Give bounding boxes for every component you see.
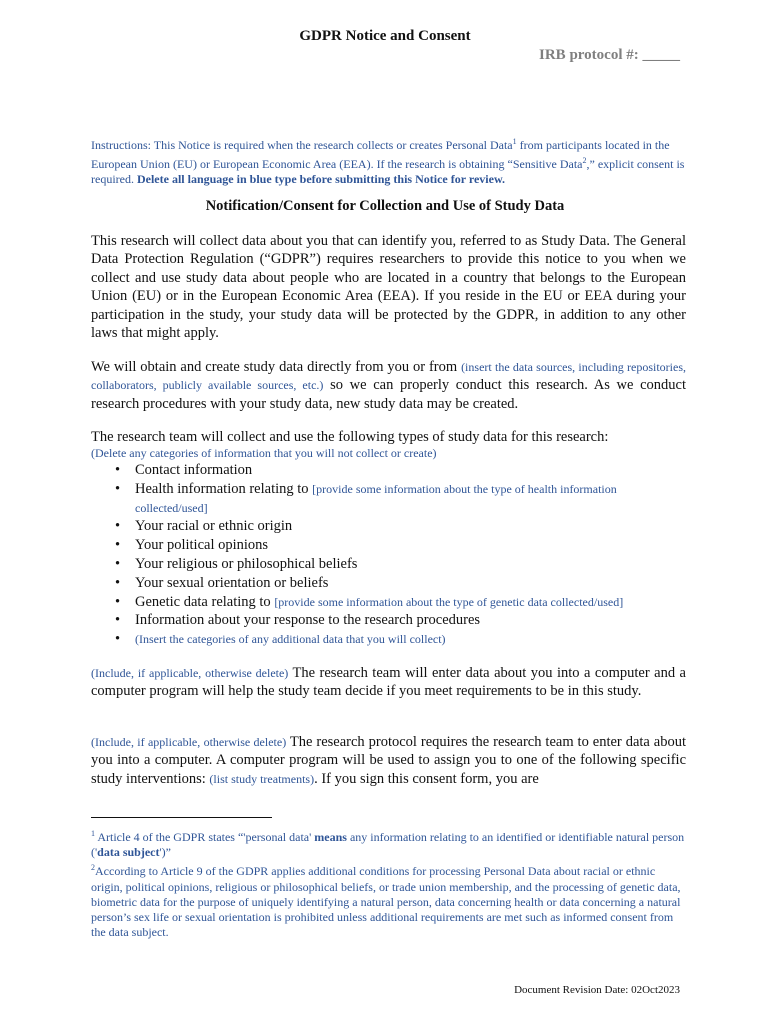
list-item: • Your racial or ethnic origin [115,518,293,535]
irb-protocol-label: IRB protocol #: _____ [539,47,680,63]
instructions-delete-note: Delete all language in blue type before submitting this Notice for review. [136,172,505,186]
list-item: • Your political opinions [115,537,269,554]
footnote-divider [91,817,272,818]
list-item: • Information about your response to the research procedures [115,612,481,629]
study-treatments-insert: (list study treatments) [209,771,315,786]
list-item: • Genetic data relating to [provide some information about the type of genetic data collected/used] [115,593,624,610]
footnote-1: $^1$ Article 4 of the GDPR states “'personal data' means any information relating to an identified or identifiable natural person ('data subject')” [91,829,685,860]
paragraph-data-sources-end: so we can properly conduct this research. As we conduct research procedures with your study data, new study data may be created. [91,377,687,412]
include-note: (Include, if applicable, otherwise delete) [91,735,287,749]
instructions-text-3: ,” explicit consent is required. [91,157,685,186]
paragraph-eligibility-program [91,664,686,701]
randomization-text-1: The research protocol requires the research team to enter data about you into a computer. A computer program will be used to assign you to one of the following specific study interventions: [91,734,686,787]
data-sources-insert: (insert the data sources, including repositories, collaborators, publicly available sources, etc.) [91,360,687,393]
list-item: • (Insert the categories of any additional data that you will collect) [115,631,446,648]
paragraph-data-types [91,428,686,461]
list-item: • Contact information [115,462,253,478]
footnote-ref-2: 2 [582,156,587,165]
data-types-list [91,461,686,649]
list-item: • Your religious or philosophical beliefs [115,555,358,572]
section-heading: Notification/Consent for Collection and Use of Study Data [205,198,565,214]
data-types-delete-note: (Delete any categories of information that you will not collect or create) [91,446,437,461]
eligibility-text: The research team will enter data about you into a computer and a computer program will help the study team decide if you meet requirements to be in this study. [91,665,686,700]
footnotes [91,826,686,940]
paragraph-data-sources [91,358,686,413]
footnote-ref-1: 1 [512,137,517,146]
list-item: • Your sexual orientation or beliefs [115,574,329,591]
instructions-block [91,134,686,187]
document-title: GDPR Notice and Consent [299,28,471,44]
instructions-text-1: Instructions: This Notice is required when the research collects or creates Personal Data [91,138,513,152]
randomization-text-2: . If you sign this consent form, you are [314,770,539,787]
paragraph-data-sources-start: We will obtain and create study data directly from you or from [91,359,462,375]
instructions-text-2: from participants located in the European Union (EU) or European Economic Area (EEA). If the research is obtaining “Sensitive Data [91,138,670,171]
include-note: (Include, if applicable, otherwise delete) [91,666,289,680]
paragraph-randomization [91,733,686,788]
list-item: • Health information relating to [provide some information about the type of health information collected/used] [115,480,617,515]
paragraph-study-data: This research will collect data about you that can identify you, referred to as Study Data. The General Data Protection Regulation (“GDPR”) requires researchers to provide this notice to you when we collect and use study data about people who are located in a country that belongs to the European Union (EU) or in the European Economic Area (EEA). If you reside in the EU or EEA during your participation in the study, your study data will be protected by the GDPR, in addition to any other laws that might apply. [91,233,686,342]
data-types-intro: The research team will collect and use the following types of study data for this research: [91,429,609,445]
footnote-2: $^2$According to Article 9 of the GDPR applies additional conditions for processing Personal Data about racial or ethnic origin, political opinions, religious or philosophical beliefs, or trade union membership, and the processing of genetic data, biometric data for the purpose of uniquely identifying a natural person, data concerning health or data concerning a natural person’s sex life or sexual orientation is prohibited unless additional requirements are met such as informed consent from the data subject. [91,863,681,940]
revision-date: Document Revision Date: 02Oct2023 [514,984,680,996]
